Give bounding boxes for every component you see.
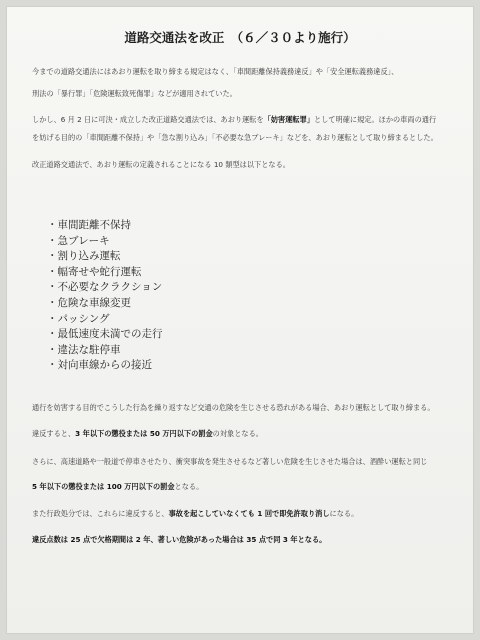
paragraph-6: さらに、高速道路や一般道で停車させたり、衝突事故を発生させるなど著しい危険を生じさせた場合は、酒酔い運転と同じ <box>32 457 428 466</box>
list-item: ・違法な駐停車 <box>47 343 121 356</box>
page-title: 道路交通法を改正 （６／３０より施行） <box>124 30 356 45</box>
paragraph-9: 違反点数は 25 点で欠格期間は 2 年、著しい危険があった場合は 35 点で同 3 年となる。 <box>32 535 327 544</box>
list-item: ・パッシング <box>47 312 110 325</box>
paragraph-7 <box>32 481 462 492</box>
list-item: ・不必要なクラクション <box>47 281 163 294</box>
list-item: ・対向車線からの接近 <box>47 359 152 372</box>
paragraph-2-line-2: を妨げる目的の「車間距離不保持」や「急な割り込み」「不必要な急ブレーキ」などを、あおり運転として取り締まるとした。 <box>32 133 438 142</box>
document-page <box>6 6 474 634</box>
paragraph-8-text-post: になる。 <box>329 509 359 518</box>
obstruction-driving-offense: 「妨害運転罪」 <box>263 115 314 124</box>
list-item: ・最低速度未満での走行 <box>47 328 163 341</box>
intro-line-2: 刑法の「暴行罪」「危険運転致死傷罪」などが適用されていた。 <box>32 89 237 98</box>
paragraph-2-text-post: として明確に規定。ほかの車両の通行 <box>313 115 437 124</box>
paragraph-2-text-pre: しかし、6 月 2 日に可決・成立した改正道路交通法では、あおり運転を <box>32 115 264 124</box>
penalty-3-years: 3 年以下の懲役または 50 万円以下の罰金 <box>75 429 213 438</box>
list-item: ・幅寄せや蛇行運転 <box>47 265 142 278</box>
paragraph-5-text-post: の対象となる。 <box>212 429 263 438</box>
paragraph-5-text-pre: 違反すると、 <box>32 429 76 438</box>
list-item: ・危険な車線変更 <box>47 296 131 309</box>
penalty-5-years: 5 年以下の懲役または 100 万円以下の罰金 <box>32 482 175 491</box>
paragraph-8 <box>32 508 462 519</box>
list-item: ・急ブレーキ <box>47 234 110 247</box>
paragraph-3: 改正道路交通法で、あおり運転の定義されることになる 10 類型は以下となる。 <box>32 160 290 169</box>
paragraph-5 <box>32 428 462 439</box>
paragraph-7-text-post: となる。 <box>174 482 204 491</box>
paragraph-4: 通行を妨害する目的でこうした行為を繰り返すなど交通の危険を生じさせる恐れがある場合、あおり運転として取り締まる。 <box>32 403 435 412</box>
list-item: ・割り込み運転 <box>47 250 121 263</box>
paragraph-8-text-pre: また行政処分では、これらに違反すると、 <box>32 509 169 518</box>
paragraph-2-line-1 <box>32 114 462 125</box>
license-revocation: 事故を起こしていなくても 1 回で即免許取り消し <box>168 509 330 518</box>
intro-line-1: 今までの道路交通法にはあおり運転を取り締まる規定はなく、「車間距離保持義務違反」や「安全運転義務違反」、 <box>32 67 399 76</box>
list-item: ・車間距離不保持 <box>47 219 131 231</box>
violation-types-list <box>47 218 163 374</box>
